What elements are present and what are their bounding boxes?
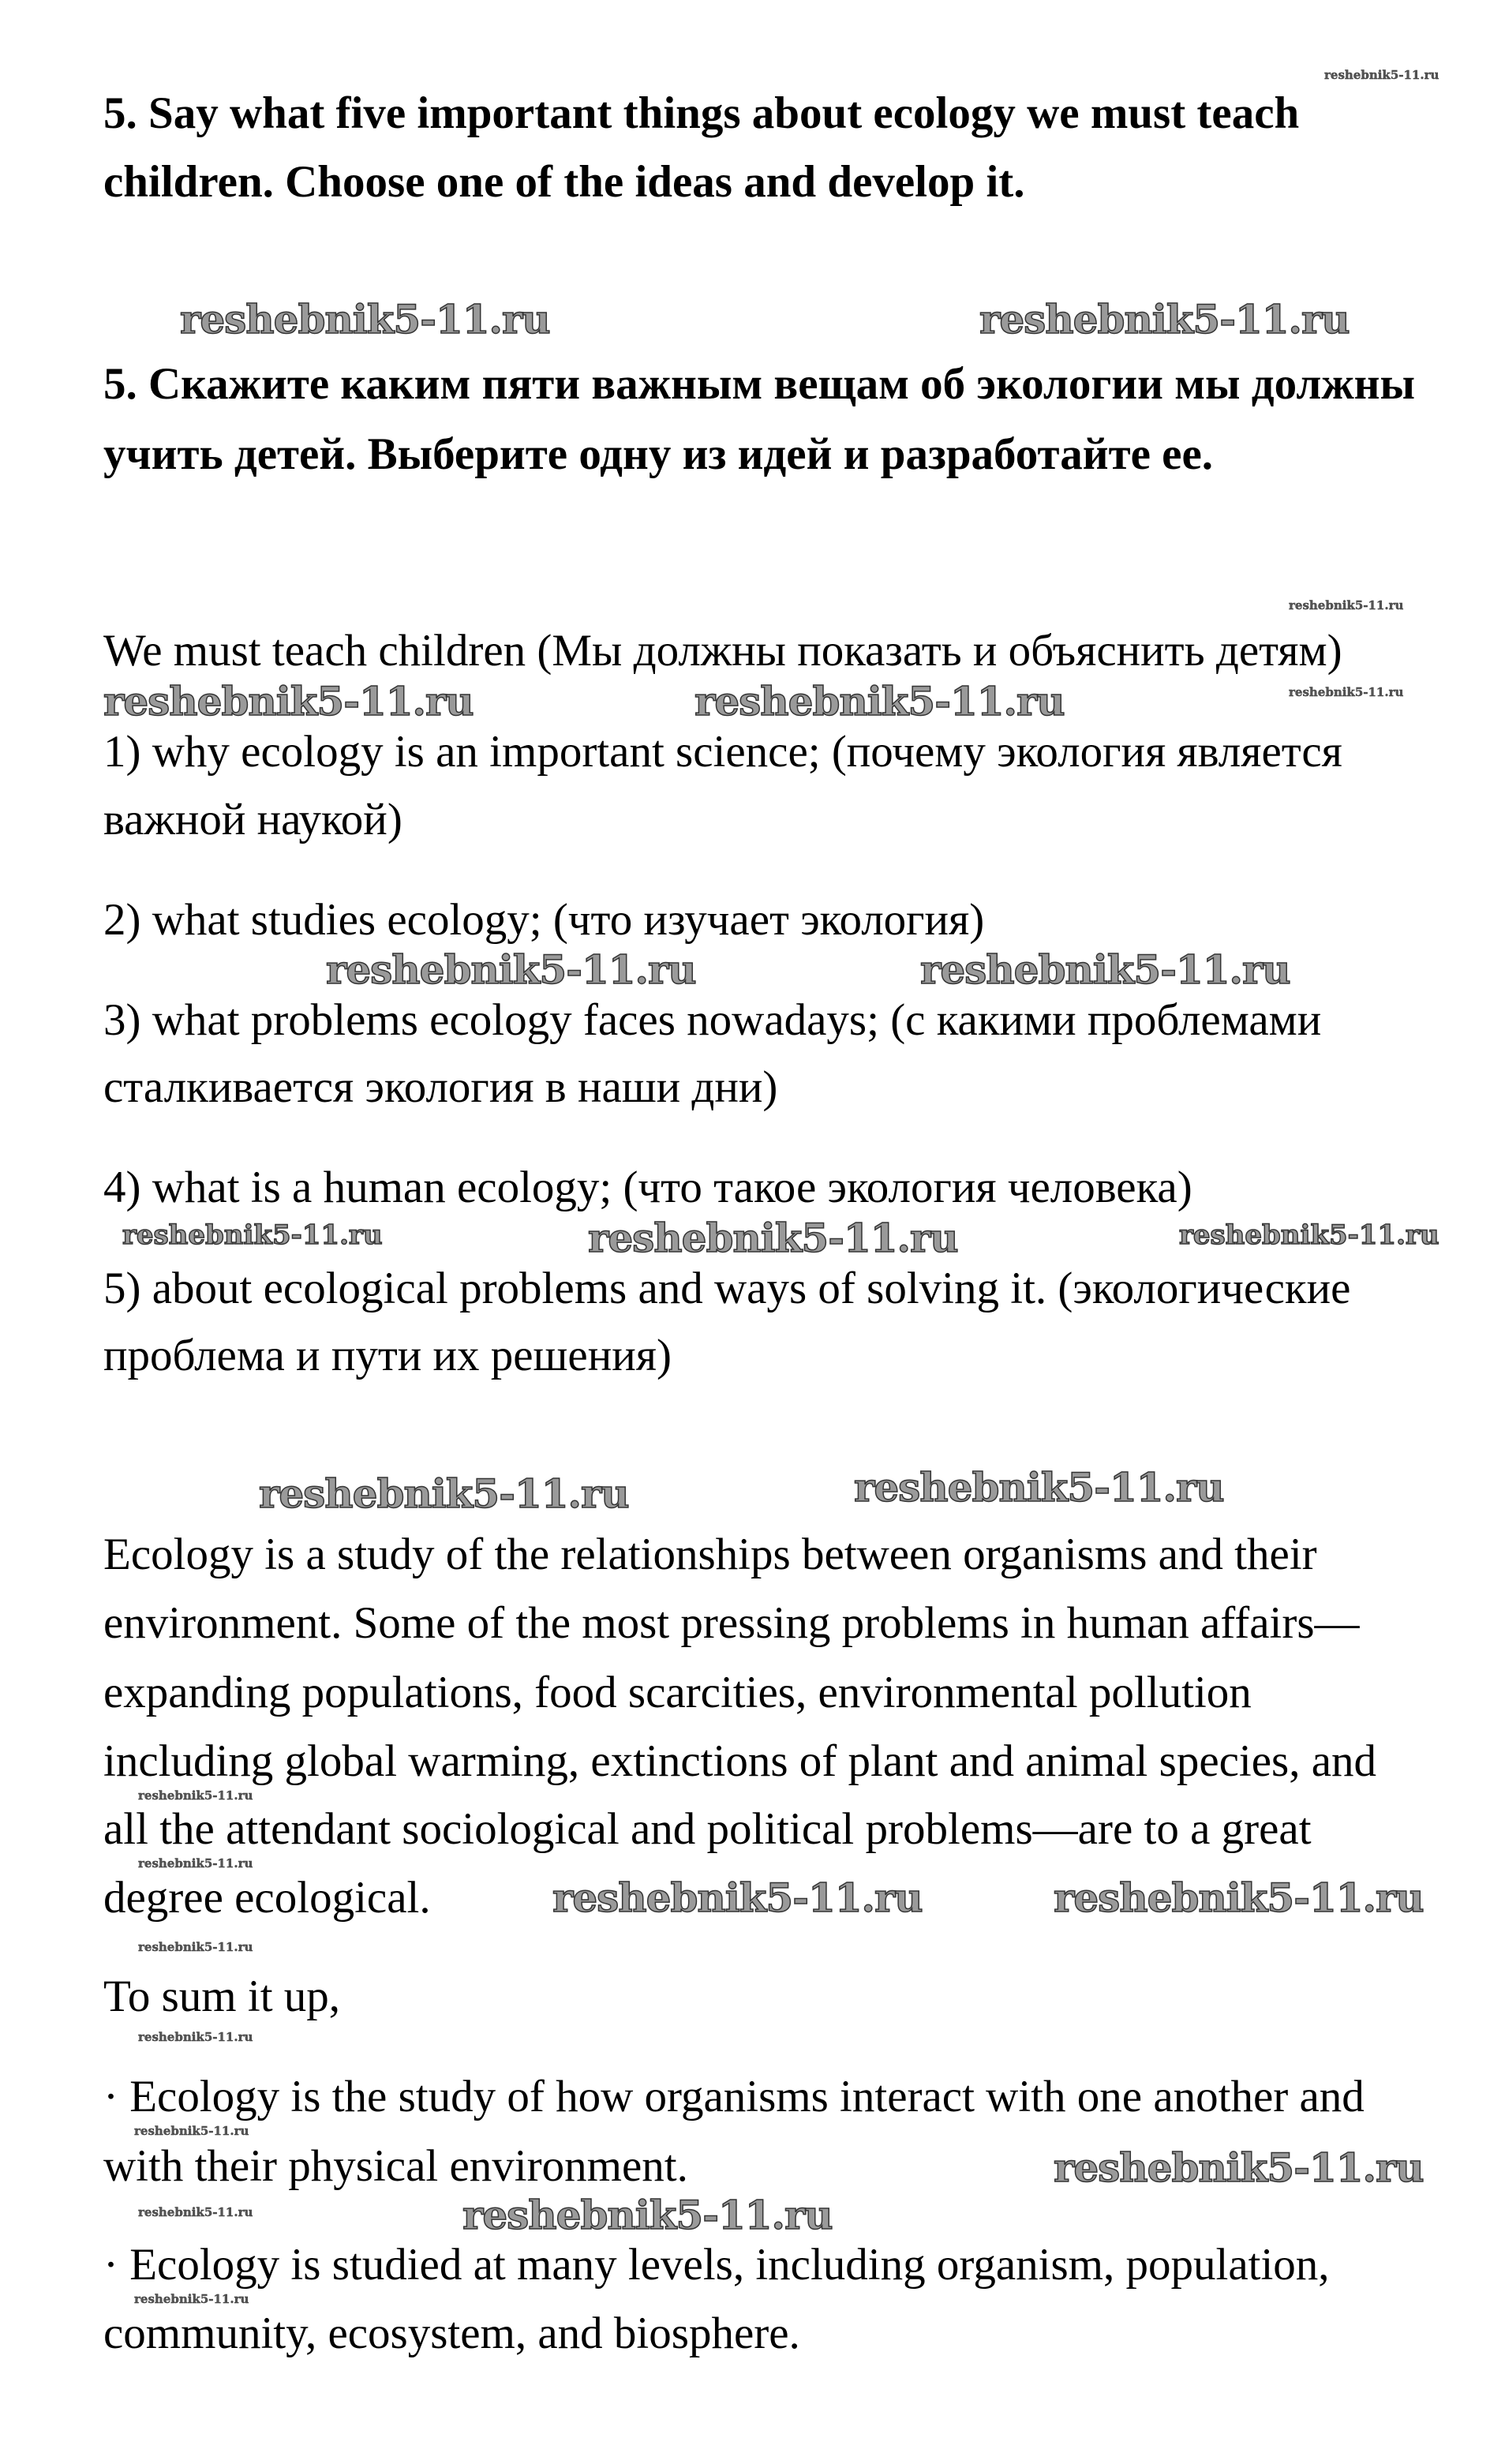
list-item-1-line-2: важной наукой): [103, 795, 402, 844]
list-item-4: 4) what is a human ecology; (что такое экология человека): [103, 1163, 1192, 1212]
list-item-3-line-2: сталкивается экология в наши дни): [103, 1062, 778, 1112]
watermark: reshebnik5-11.ru: [122, 1219, 383, 1251]
bullet-1-line-1: · Ecology is the study of how organisms interact with one another and: [103, 2072, 1365, 2121]
list-item-2: 2) what studies ecology; (что изучает экология): [103, 895, 985, 945]
task-ru-line-1: 5. Скажите каким пяти важным вещам об экологии мы должны: [103, 359, 1416, 409]
watermark: reshebnik5-11.ru: [326, 946, 696, 993]
watermark-small: reshebnik5-11.ru: [134, 2124, 249, 2138]
watermark-small: reshebnik5-11.ru: [1324, 68, 1439, 82]
watermark: reshebnik5-11.ru: [588, 1215, 958, 1261]
watermark: reshebnik5-11.ru: [854, 1464, 1224, 1511]
watermark: reshebnik5-11.ru: [259, 1470, 629, 1517]
watermark-small: reshebnik5-11.ru: [138, 1856, 253, 1870]
watermark: reshebnik5-11.ru: [1179, 1219, 1439, 1251]
watermark-small: reshebnik5-11.ru: [138, 1940, 253, 1954]
list-item-5-line-2: проблема и пути их решения): [103, 1331, 672, 1380]
task-ru-line-2: учить детей. Выберите одну из идей и разработайте ее.: [103, 429, 1213, 479]
paragraph-line-3: expanding populations, food scarcities, environmental pollution: [103, 1668, 1252, 1717]
watermark: reshebnik5-11.ru: [979, 296, 1350, 343]
watermark: reshebnik5-11.ru: [103, 678, 474, 725]
watermark: reshebnik5-11.ru: [1054, 1874, 1424, 1921]
watermark-small: reshebnik5-11.ru: [138, 1788, 253, 1803]
paragraph-line-6: degree ecological.: [103, 1873, 431, 1923]
bullet-1-line-2: with their physical environment.: [103, 2141, 688, 2191]
list-item-1-line-1: 1) why ecology is an important science; (почему экология является: [103, 727, 1342, 777]
answer-intro: We must teach children (Мы должны показать и объяснить детям): [103, 626, 1342, 676]
task-en-line-1: 5. Say what five important things about ecology we must teach: [103, 88, 1300, 138]
watermark: reshebnik5-11.ru: [694, 678, 1065, 725]
watermark: reshebnik5-11.ru: [1054, 2144, 1424, 2191]
watermark-small: reshebnik5-11.ru: [138, 2205, 253, 2219]
paragraph-line-1: Ecology is a study of the relationships between organisms and their: [103, 1530, 1317, 1579]
paragraph-line-5: all the attendant sociological and political problems—are to a great: [103, 1804, 1312, 1854]
watermark: reshebnik5-11.ru: [552, 1874, 923, 1921]
watermark: reshebnik5-11.ru: [180, 296, 550, 343]
watermark-small: reshebnik5-11.ru: [1289, 598, 1404, 612]
watermark: reshebnik5-11.ru: [920, 946, 1290, 993]
task-en-line-2: children. Choose one of the ideas and develop it.: [103, 157, 1025, 207]
paragraph-line-2: environment. Some of the most pressing problems in human affairs—: [103, 1598, 1360, 1648]
bullet-2-line-1: · Ecology is studied at many levels, including organism, population,: [103, 2240, 1330, 2290]
watermark-small: reshebnik5-11.ru: [138, 2030, 253, 2044]
watermark-small: reshebnik5-11.ru: [134, 2292, 249, 2306]
bullet-2-line-2: community, ecosystem, and biosphere.: [103, 2309, 800, 2358]
list-item-3-line-1: 3) what problems ecology faces nowadays; (с какими проблемами: [103, 995, 1322, 1045]
list-item-5-line-1: 5) about ecological problems and ways of solving it. (экологические: [103, 1264, 1351, 1313]
summary-intro: To sum it up,: [103, 1972, 341, 2021]
paragraph-line-4: including global warming, extinctions of plant and animal species, and: [103, 1736, 1377, 1786]
watermark-small: reshebnik5-11.ru: [1289, 685, 1404, 699]
watermark: reshebnik5-11.ru: [462, 2192, 833, 2238]
